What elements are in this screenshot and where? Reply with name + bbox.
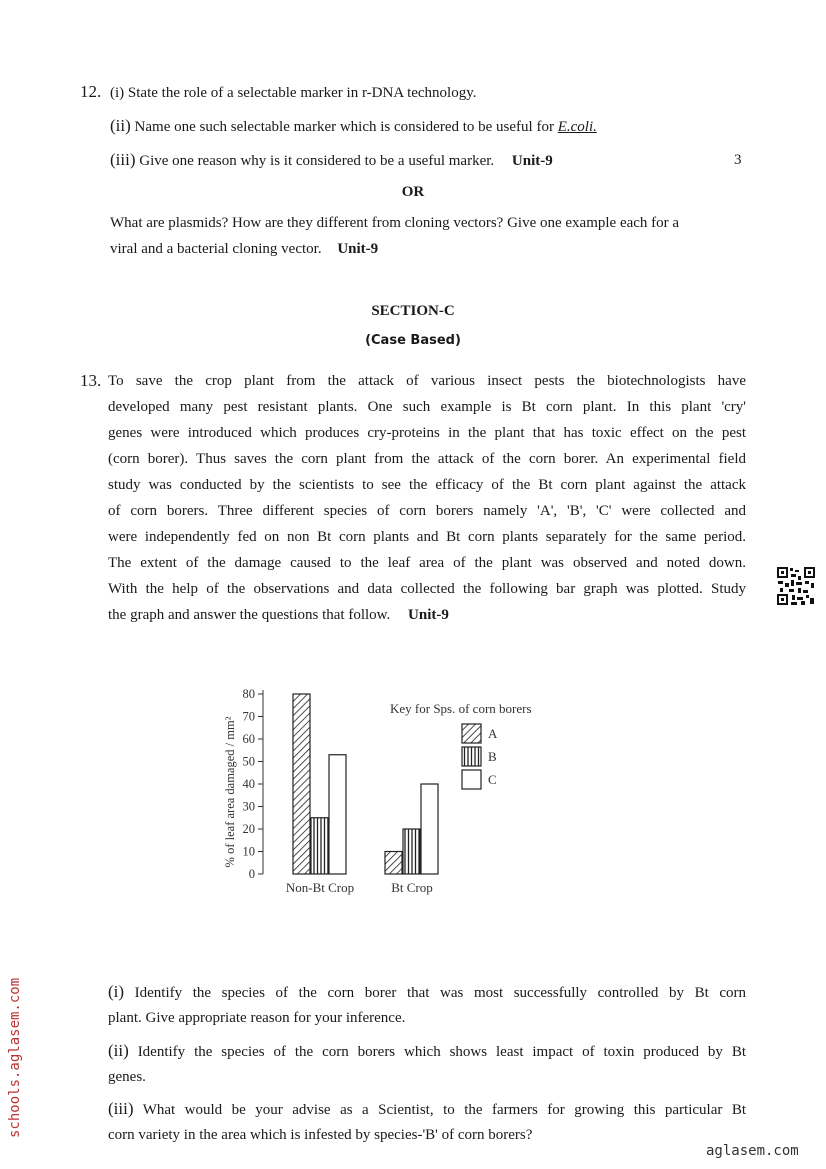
- q12-part-ii-label: (ii): [110, 116, 131, 135]
- q12-alt-unit: Unit-9: [337, 241, 379, 257]
- side-watermark: schools.aglasem.com: [7, 977, 23, 1138]
- y-tick-label: 0: [248, 867, 255, 881]
- q13-sub-ii-label: (ii): [108, 1041, 129, 1060]
- x-axis-labels: [286, 880, 433, 895]
- legend-label-B: B: [488, 749, 497, 764]
- legend-swatch-A: [462, 724, 481, 743]
- legend-swatch-B: [462, 747, 481, 766]
- q13-unit: Unit-9: [408, 607, 449, 623]
- q12-alt-line1: What are plasmids? How are they different from cloning vectors? Give one example each for a: [110, 215, 680, 231]
- q13-line: The extent of the damage caused to the leaf area of the plant was observed and noted down.: [108, 555, 746, 571]
- q12-part-iii: [110, 147, 553, 174]
- bars: [293, 694, 438, 874]
- y-tick-label: 50: [242, 754, 255, 769]
- q13-sub-i-text: Identify the species of the corn borer that was most successfully controlled by Bt corn: [134, 985, 746, 1001]
- q13-sub-ii-line2: genes.: [108, 1069, 146, 1085]
- bar-A-non-bt-crop: [293, 694, 310, 874]
- q13-last-line-text: the graph and answer the questions that follow.: [108, 607, 391, 623]
- q13-line: With the help of the observations and data collected the following bar graph was plotted. Study: [108, 581, 746, 597]
- bar-C-bt-crop: [421, 784, 438, 874]
- q13-paragraph: [108, 368, 746, 628]
- q13-line: developed many pest resistant plants. One such example is Bt corn plant. In this plant 'cry': [108, 399, 746, 415]
- q13-line: were independently fed on non Bt corn plants and Bt corn plants separately for the same period.: [108, 529, 746, 545]
- corn-borer-damage-chart: [215, 680, 575, 905]
- legend-label-A: A: [488, 726, 498, 741]
- y-tick-label: 20: [242, 822, 255, 836]
- q13-line: of corn borers. Three different species of corn borers namely 'A', 'B', 'C' were collected and: [108, 503, 746, 519]
- q13-last-line: [108, 602, 746, 628]
- y-axis-label: % of leaf area damaged / mm²: [223, 716, 237, 868]
- q12-part-i: (i) State the role of a selectable marker in r-DNA technology.: [110, 85, 477, 101]
- q13-sub-i-line2: plant. Give appropriate reason for your inference.: [108, 1010, 406, 1026]
- q12-part-ii-text: Name one such selectable marker which is considered to be useful for: [134, 119, 554, 135]
- q13-line: (corn borer). Thus saves the corn plant from the attack of the corn borer. An experimental field: [108, 451, 746, 467]
- q13-line: To save the crop plant from the attack of various insect pests the biotechnologists have: [108, 373, 746, 389]
- bar-A-bt-crop: [385, 852, 402, 875]
- y-tick-label: 10: [242, 844, 255, 859]
- q13-sub-i-label: (i): [108, 982, 125, 1001]
- q13-sub-i-line1: [108, 979, 746, 1006]
- q12-unit: Unit-9: [511, 153, 553, 169]
- x-category-label: Bt Crop: [391, 880, 433, 895]
- y-tick-label: 80: [242, 687, 255, 701]
- q13-line: genes were introduced which produces cry-proteins in the plant that has toxic effect on the pest: [108, 425, 746, 441]
- q13-sub-ii-text: Identify the species of the corn borers which shows least impact of toxin produced by Bt: [137, 1044, 747, 1060]
- q12-or: OR: [401, 184, 425, 200]
- q12-marks: 3: [734, 152, 742, 168]
- q12-part-iii-label: (iii): [110, 150, 136, 169]
- legend-title: Key for Sps. of corn borers: [390, 701, 532, 716]
- q12-alt-line2-text: viral and a bacterial cloning vector.: [110, 241, 322, 257]
- bottom-watermark: aglasem.com: [706, 1143, 799, 1159]
- q12-part-iii-text: Give one reason why is it considered to be a useful marker.: [139, 153, 495, 169]
- q13-number: 13.: [80, 371, 102, 390]
- q12-number: 12.: [80, 82, 102, 101]
- x-category-label: Non-Bt Crop: [285, 880, 355, 895]
- q12-part-ii: [110, 113, 597, 140]
- section-subtitle: (Case Based): [365, 333, 461, 348]
- q13-line: study was conducted by the scientists to see the efficacy of the Bt corn plant against the attack: [108, 477, 746, 493]
- q13-sub-iii-line2: corn variety in the area which is infested by species-'B' of corn borers?: [108, 1127, 533, 1143]
- y-axis: [243, 687, 264, 881]
- legend-swatch-C: [462, 770, 481, 789]
- section-title: SECTION-C: [371, 303, 455, 319]
- q12-part-ii-term: E.coli.: [557, 119, 597, 135]
- y-tick-label: 70: [242, 709, 255, 724]
- y-tick-label: 30: [242, 799, 255, 814]
- y-tick-label: 60: [242, 732, 255, 746]
- legend-label-C: C: [488, 772, 497, 787]
- legend: [462, 724, 498, 789]
- bar-C-non-bt-crop: [329, 755, 346, 874]
- q13-sub-iii-line1: [108, 1096, 746, 1123]
- q13-sub-iii-label: (iii): [108, 1099, 134, 1118]
- qr-code-icon: [776, 566, 816, 606]
- bar-B-non-bt-crop: [311, 818, 328, 874]
- bar-B-bt-crop: [403, 829, 420, 874]
- y-tick-label: 40: [242, 777, 255, 791]
- q13-sub-iii-text: What would be your advise as a Scientist, to the farmers for growing this particular Bt: [142, 1102, 746, 1118]
- q13-sub-ii-line1: [108, 1038, 746, 1065]
- q12-alt-line2: [110, 236, 378, 262]
